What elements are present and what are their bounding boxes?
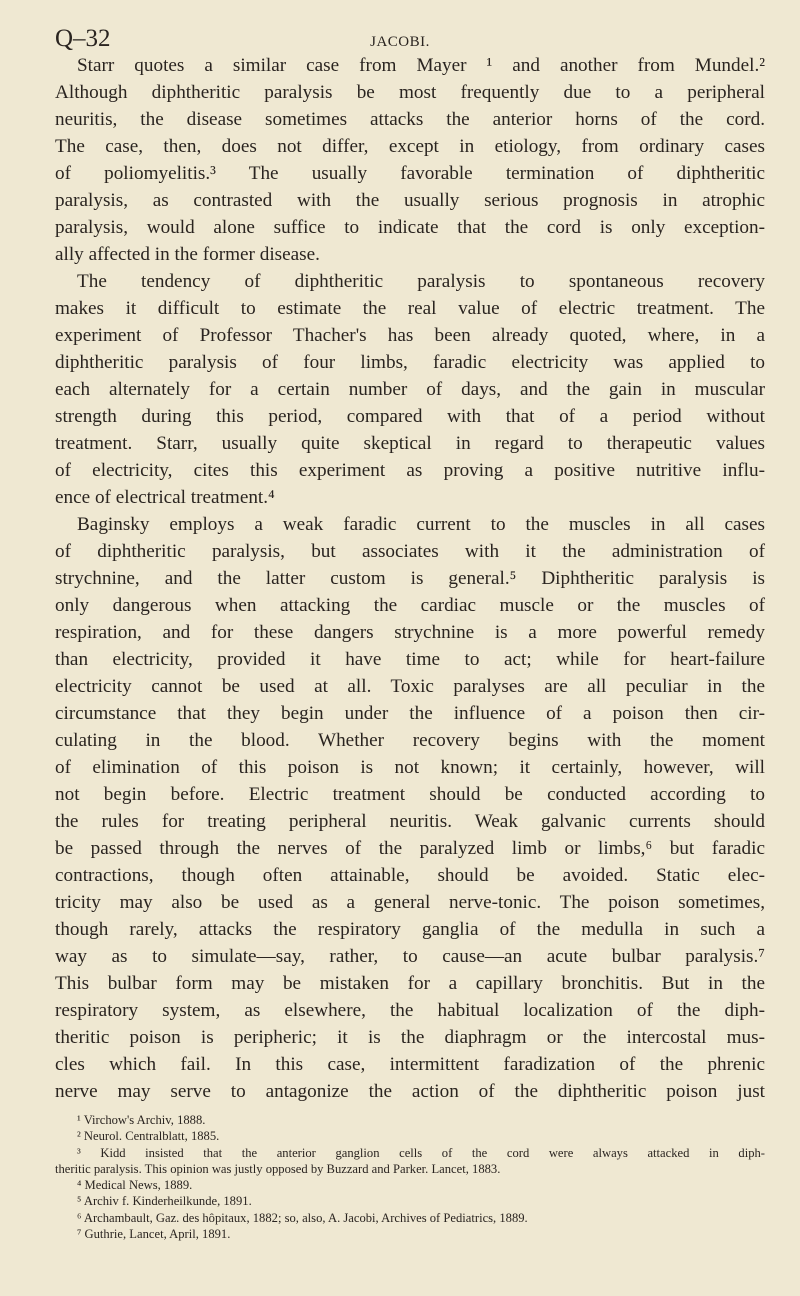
text-line: paralysis, as contrasted with the usually serious prognosis in atrophic	[55, 190, 765, 211]
text-line: treatment. Starr, usually quite skeptical in regard to therapeutic values	[55, 433, 765, 454]
text-line: be passed through the nerves of the paralyzed limb or limbs,⁶ but faradic	[55, 838, 765, 859]
text-line: The tendency of diphtheritic paralysis to spontaneous recovery	[77, 271, 765, 292]
text-line: respiration, and for these dangers strychnine is a more powerful remedy	[55, 622, 765, 643]
text-line: strychnine, and the latter custom is general.⁵ Diphtheritic paralysis is	[55, 568, 765, 589]
text-line: cles which fail. In this case, intermittent faradization of the phrenic	[55, 1054, 765, 1075]
text-line: diphtheritic paralysis of four limbs, faradic electricity was applied to	[55, 352, 765, 373]
body-text	[55, 52, 765, 1105]
text-line: circumstance that they begin under the influence of a poison then cir-	[55, 703, 765, 724]
text-line: of electricity, cites this experiment as proving a positive nutritive influ-	[55, 460, 765, 481]
text-line: neuritis, the disease sometimes attacks the anterior horns of the cord.	[55, 109, 765, 130]
text-line: of elimination of this poison is not known; it certainly, however, will	[55, 757, 765, 778]
text-line: only dangerous when attacking the cardiac muscle or the muscles of	[55, 595, 765, 616]
text-line: though rarely, attacks the respiratory ganglia of the medulla in such a	[55, 919, 765, 940]
text-line: The case, then, does not differ, except in etiology, from ordinary cases	[55, 136, 765, 157]
footnote: ⁵ Archiv f. Kinderheilkunde, 1891.	[77, 1194, 252, 1209]
text-line: not begin before. Electric treatment should be conducted according to	[55, 784, 765, 805]
paragraph	[55, 511, 765, 1105]
footnote: ¹ Virchow's Archiv, 1888.	[77, 1113, 206, 1127]
text-line: experiment of Professor Thacher's has been already quoted, where, in a	[55, 325, 765, 346]
text-line: contractions, though often attainable, should be avoided. Static elec-	[55, 865, 765, 886]
text-line: makes it difficult to estimate the real value of electric treatment. The	[55, 298, 765, 319]
footnote: ⁴ Medical News, 1889.	[77, 1178, 193, 1193]
text-line: way as to simulate—say, rather, to cause—an acute bulbar paralysis.⁷	[55, 946, 765, 967]
text-line: strength during this period, compared with that of a period without	[55, 406, 765, 427]
text-line: Although diphtheritic paralysis be most frequently due to a peripheral	[55, 82, 765, 103]
page-number: Q–32	[55, 25, 111, 52]
paragraph	[55, 52, 765, 268]
footnote: ⁶ Archambault, Gaz. des hôpitaux, 1882; so, also, A. Jacobi, Archives of Pediatrics, 1889.	[77, 1210, 528, 1225]
text-line: the rules for treating peripheral neuritis. Weak galvanic currents should	[55, 811, 765, 832]
text-line: paralysis, would alone suffice to indicate that the cord is only exception-	[55, 217, 765, 238]
text-line: electricity cannot be used at all. Toxic paralyses are all peculiar in the	[55, 676, 765, 697]
text-line: each alternately for a certain number of days, and the gain in muscular	[55, 379, 765, 400]
text-line: ally affected in the former disease.	[55, 244, 320, 265]
text-line: Baginsky employs a weak faradic current to the muscles in all cases	[77, 514, 765, 535]
footnote: theritic paralysis. This opinion was justly opposed by Buzzard and Parker. Lancet, 1883.	[55, 1161, 501, 1176]
footnote: ³ Kidd insisted that the anterior ganglion cells of the cord were always attacked in diph-	[77, 1145, 765, 1160]
text-line: of diphtheritic paralysis, but associates with it the administration of	[55, 541, 765, 562]
footnotes	[55, 1112, 765, 1242]
text-line: of poliomyelitis.³ The usually favorable termination of diphtheritic	[55, 163, 765, 184]
text-line: ence of electrical treatment.⁴	[55, 487, 275, 508]
running-head: JACOBI.	[370, 34, 430, 50]
text-line: tricity may also be used as a general nerve-tonic. The poison sometimes,	[55, 892, 765, 913]
text-line: Starr quotes a similar case from Mayer ¹ and another from Mundel.²	[77, 55, 765, 76]
text-line: than electricity, provided it have time to act; while for heart-failure	[55, 649, 765, 670]
text-line: nerve may serve to antagonize the action of the diphtheritic poison just	[55, 1081, 765, 1102]
footnote: ⁷ Guthrie, Lancet, April, 1891.	[77, 1227, 231, 1242]
text-line: This bulbar form may be mistaken for a capillary bronchitis. But in the	[55, 973, 765, 994]
text-line: respiratory system, as elsewhere, the habitual localization of the diph-	[55, 1000, 765, 1021]
paragraph	[55, 268, 765, 511]
footnote: ² Neurol. Centralblatt, 1885.	[77, 1129, 220, 1144]
text-line: culating in the blood. Whether recovery begins with the moment	[55, 730, 765, 751]
text-line: theritic poison is peripheric; it is the diaphragm or the intercostal mus-	[55, 1027, 765, 1048]
